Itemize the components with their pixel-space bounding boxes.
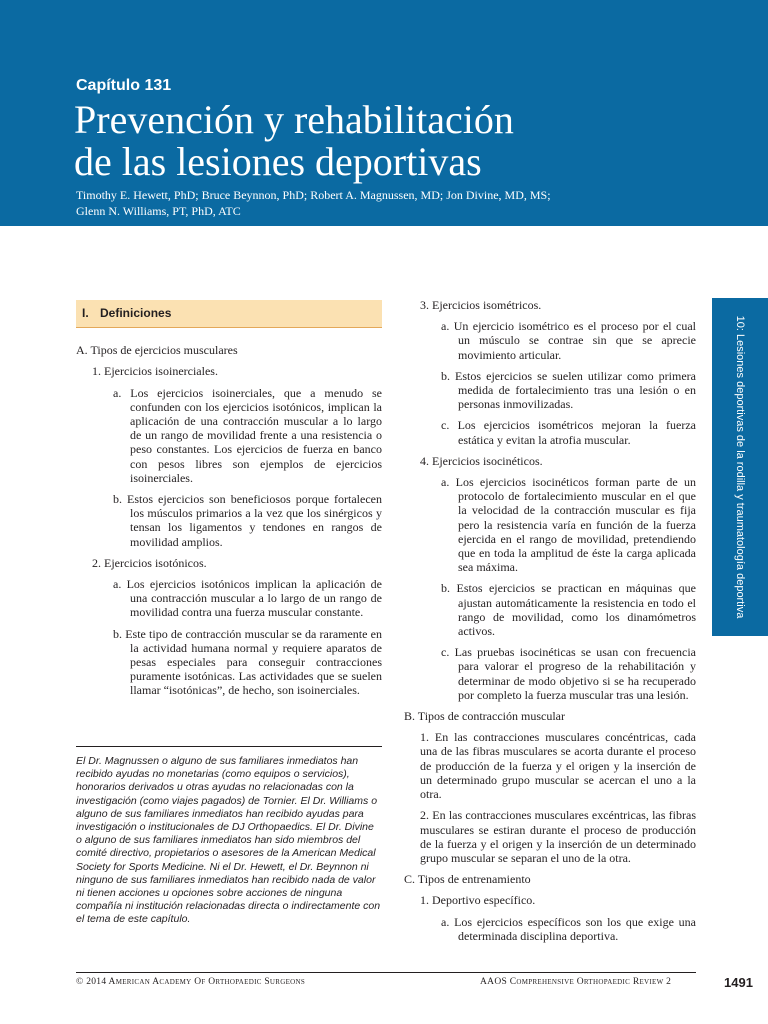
- list-item: A. Tipos de ejercicios musculares: [76, 343, 238, 358]
- section-number: I.: [82, 306, 89, 320]
- chapter-title: [74, 99, 514, 183]
- authors-line-2: Glenn N. Williams, PT, PhD, ATC: [76, 204, 241, 218]
- list-item: a. Los ejercicios isoinerciales, que a menudo se confunden con los ejercicios isotónicos, implican la aplicación de una contracción muscular a lo largo de un rango de movilidad frente a una resistencia o peso constantes. Los ejercicios de fuerza en banco con pesos libres son ejemplos de ejercicios isoinerciales.: [113, 385, 382, 485]
- section-side-tab: [712, 298, 768, 636]
- section-title: Definiciones: [100, 306, 172, 320]
- list-item: 4. Ejercicios isocinéticos.: [420, 453, 543, 468]
- list-item: a. Los ejercicios isocinéticos forman parte de un protocolo de fortalecimiento muscular en el que la velocidad de la contracción muscular es fija pero la resistencia varía en función de la fuerza ejercida en el rango de movilidad, pretendiendo que en toda la amplitud de éste la carga aplicada sea máxima.: [441, 475, 696, 575]
- list-item: b. Estos ejercicios se suelen utilizar como primera medida de fortalecimiento tras una lesión o en personas inmovilizadas.: [441, 368, 696, 412]
- authors-line-1: Timothy E. Hewett, PhD; Bruce Beynnon, PhD; Robert A. Magnussen, MD; Jon Divine, MD, MS;: [76, 188, 551, 202]
- chapter-authors: [76, 187, 551, 219]
- footer-divider: [76, 972, 696, 973]
- chapter-number: Capítulo 131: [76, 77, 172, 94]
- list-item: 3. Ejercicios isométricos.: [420, 298, 542, 312]
- list-item: 1. Deportivo específico.: [420, 893, 536, 908]
- list-item: 1. Ejercicios isoinerciales.: [92, 364, 218, 379]
- section-heading: [76, 300, 382, 328]
- right-column-items: [404, 298, 696, 943]
- list-item: c. Las pruebas isocinéticas se usan con frecuencia para valorar el progreso de la rehabilitación y determinar de modo objetivo si se ha recuperado por completo la fuerza muscular tras una lesión.: [441, 645, 696, 702]
- list-item: b. Este tipo de contracción muscular se da raramente en la actividad humana normal y requiere aparatos de pesas especiales para conseguir contracciones puramente isotónicas. Las actividades que se suelen llamar “isotónicas”, de hecho, son isoinerciales.: [113, 626, 382, 698]
- chapter-header: [0, 0, 768, 226]
- list-item: b. Estos ejercicios son beneficiosos porque fortalecen los músculos primarios a la vez que los sinérgicos y tensan los ligamentos y tendones en rangos de movilidad amplios.: [113, 492, 382, 549]
- footer-book-title: AAOS Comprehensive Orthopaedic Review 2: [480, 977, 672, 987]
- list-item: b. Estos ejercicios se practican en máquinas que ajustan automáticamente la resistencia en todo el rango de movilidad, como los dinamómetros activos.: [441, 581, 696, 639]
- list-item: a. Los ejercicios isotónicos implican la aplicación de una contracción muscular a lo largo de un rango de movilidad contra una fuerza muscular constante.: [113, 577, 382, 620]
- list-item: B. Tipos de contracción muscular: [404, 709, 565, 724]
- left-column: [76, 300, 382, 705]
- right-column: [404, 298, 696, 950]
- list-item: c. Los ejercicios isométricos mejoran la fuerza estática y evitan la atrofia muscular.: [441, 418, 696, 447]
- list-item: 1. En las contracciones musculares concéntricas, cada una de las fibras musculares se acorta durante el proceso de producción de la fuerza y el origen y la inserción de un determinado grupo muscular se acercan el uno a la otra.: [420, 730, 696, 802]
- chapter-title-line-1: Prevención y rehabilitación: [74, 97, 514, 142]
- page-number: 1491: [724, 975, 753, 990]
- list-item: a. Los ejercicios específicos son los que exige una determinada disciplina deportiva.: [441, 914, 696, 943]
- list-item: a. Un ejercicio isométrico es el proceso por el cual un músculo se contrae sin que se aprecie movimiento articular.: [441, 319, 696, 362]
- left-column-items: [76, 343, 382, 697]
- conflict-disclosure: El Dr. Magnussen o alguno de sus familiares inmediatos han recibido ayudas no monetarias (como equipos o servicios), honorarios derivados u otras ayudas no relacionadas con la investigación (como viajes pagados) de Tornier. El Dr. Williams o alguno de sus familiares inmediatos han recibido ayudas para investigación o institucionales de DJ Orthopaedics. El Dr. Divine o alguno de sus familiares inmediatos han sido miembros del comité directivo, propietarios o asesores de la American Medical Society for Sports Medicine. Ni el Dr. Hewett, el Dr. Beynnon ni ninguno de sus familiares inmediatos han recibido nada de valor ni tienen acciones u opciones sobre acciones de ninguna compañía ni institución relacionadas directa o indirectamente con el tema de este capítulo.: [76, 746, 382, 927]
- footer-copyright: © 2014 American Academy Of Orthopaedic Surgeons: [76, 977, 306, 987]
- list-item: 2. En las contracciones musculares excéntricas, las fibras musculares se estiran durante el proceso de producción de la fuerza y el origen y la inserción de un determinado grupo muscular se separan el uno de la otra.: [420, 808, 696, 865]
- list-item: 2. Ejercicios isotónicos.: [92, 555, 207, 570]
- list-item: C. Tipos de entrenamiento: [404, 872, 531, 887]
- chapter-title-line-2: de las lesiones deportivas: [74, 139, 482, 184]
- side-tab-text: 10: Lesiones deportivas de la rodilla y traumatología deportiva: [734, 315, 746, 619]
